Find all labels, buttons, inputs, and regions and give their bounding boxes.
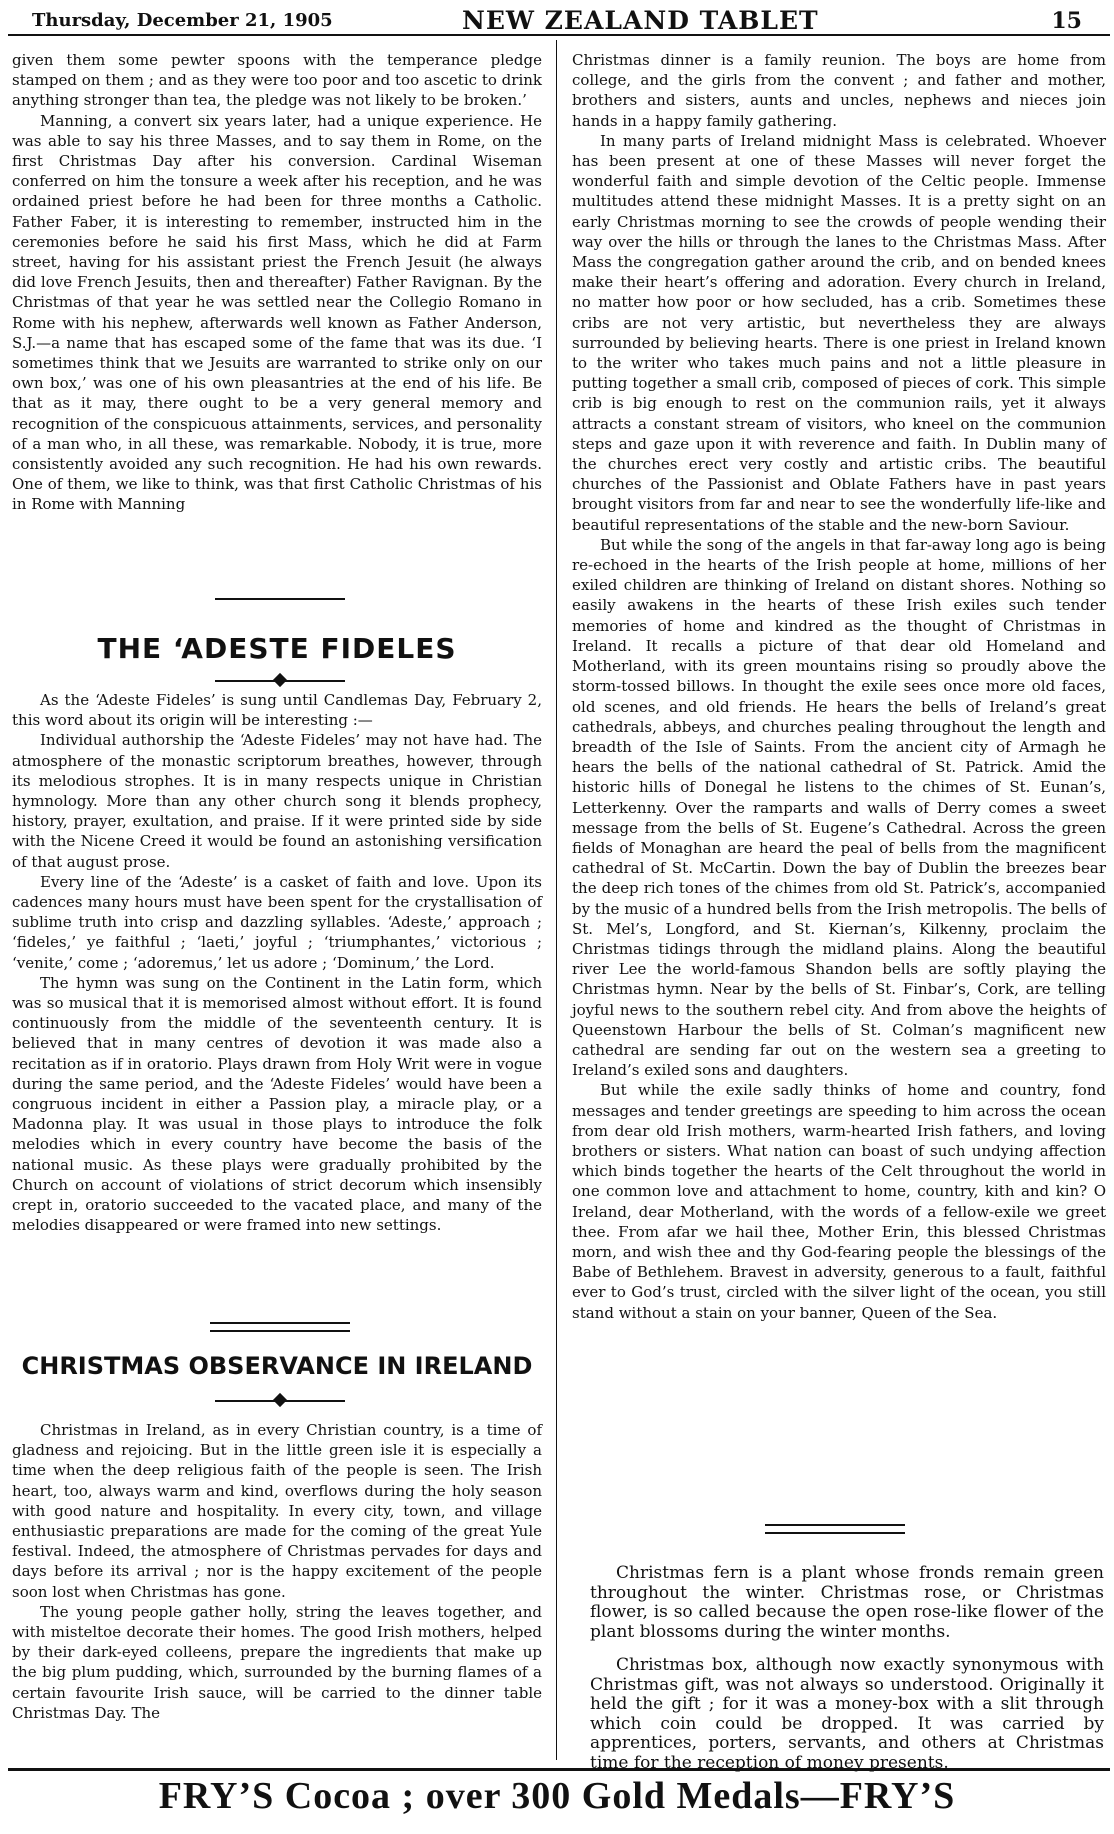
issue-date: Thursday, December 21, 1905 xyxy=(32,10,333,31)
article-paragraph: As the ‘Adeste Fideles’ is sung until Candlemas Day, February 2, this word about its origin will be interesting :— xyxy=(12,691,542,730)
article-paragraph: Christmas in Ireland, as in every Christian country, is a time of gladness and rejoicing. But in the little green isle it is especially a time when the deep religious faith of the people is seen. The Irish heart, too, always warm and kind, overflows during the holy season with good nature and hospitality. In every city, town, and village enthusiastic preparations are made for the coming of the great Yule festival. Indeed, the atmosphere of Christmas pervades for days and days before its arrival ; nor is the happy excitement of the people soon lost when Christmas has gone. xyxy=(12,1421,542,1601)
article-paragraph: Every line of the ‘Adeste’ is a casket of faith and love. Upon its cadences many hours must have been spent for the crystallisation of sublime truth into crisp and dazzling syllables. ‘Adeste,’ approach ; ‘fideles,’ ye faithful ; ‘laeti,’ joyful ; ‘triumphantes,’ victorious ; ‘venite,’ come ; ‘adoremus,’ let us adore ; ‘Dominum,’ the Lord. xyxy=(12,872,542,972)
heading-ornament xyxy=(215,676,345,686)
article-paragraph: The hymn was sung on the Continent in the Latin form, which was so musical that it is memorised almost without effort. It is found continuously from the middle of the seventeenth century. It is believed that in many centres of devotion it was made also a recitation as if in oratorio. Plays drawn from Holy Writ were in vogue during the same period, and the ‘Adeste Fideles’ would have been a congruous incident in either a Passion play, a miracle play, or a Madonna play. It was usual in those plays to introduce the folk melodies which in every country have become the basis of the national music. As these plays were gradually prohibited by the Church on account of violations of strict decorum which insensibly crept in, oratorio succeeded to the vacated place, and many of the melodies disappeared or were framed into new settings. xyxy=(12,973,542,1235)
christmas-notes xyxy=(590,1564,1104,1773)
article-paragraph: The young people gather holly, string the leaves together, and with misteltoe decorate their homes. The good Irish mothers, helped by their dark-eyed colleens, prepare the ingredients that make up the big plum pudding, which, surrounded by the burning flames of a certain favourite Irish sauce, will be carried to the dinner table Christmas Day. The xyxy=(12,1602,542,1722)
newspaper-title: NEW ZEALAND TABLET xyxy=(462,6,819,35)
cocoa-advertisement: FRY’S Cocoa ; over 300 Gold Medals—FRY’S xyxy=(158,1775,956,1817)
section-rule xyxy=(210,1322,350,1332)
article-paragraph: But while the song of the angels in that far-away long ago is being re-echoed in the hearts of the Irish people at home, millions of her exiled children are thinking of Ireland on distant shores. Nothing so easily awakens in the hearts of these Irish exiles such tender memories of home and kindred as the thought of Christmas in Ireland. It recalls a picture of that dear old Homeland and Motherland, with its green mountains rising so proudly above the storm-tossed billows. In thought the exile sees once more old faces, old scenes, and old friends. He hears the bells of Ireland’s great cathedrals, abbeys, and churches pealing throughout the length and breadth of the Isle of Saints. From the ancient city of Armagh he hears the bells of the national cathedral of St. Patrick. Amid the historic hills of Donegal he listens to the chimes of St. Eunan’s, Letterkenny. Over the ramparts and walls of Derry comes a sweet message from the bells of St. Eugene’s Cathedral. Across the green fields of Monaghan are heard the peal of bells from the magnificent cathedral of St. McCartin. Down the bay of Dublin the breezes bear the deep rich tones of the chimes from old St. Patrick’s, accompanied by the music of a hundred bells from the Irish metropolis. The bells of St. Mel’s, Longford, and St. Kiernan’s, Kilkenny, proclaim the Christmas tidings through the midland plains. Along the beautiful river Lee the world-famous Shandon bells are softly playing the Christmas hymn. Near by the bells of St. Finbar’s, Cork, are telling joyful news to the southern rebel city. And from above the heights of Queenstown Harbour the bells of St. Colman’s magnificent new cathedral are sending far out on the western sea a greeting to Ireland’s exiled sons and daughters. xyxy=(572,535,1106,1080)
masthead xyxy=(32,6,1114,36)
christmas-ireland-article-left xyxy=(12,1420,542,1723)
article-continuation xyxy=(12,50,542,515)
heading-ornament xyxy=(215,1396,345,1406)
page-number: 15 xyxy=(1051,8,1082,34)
note-paragraph: Christmas box, although now exactly synonymous with Christmas gift, was not always so understood. Originally it held the gift ; for it was a money-box with a slit through which coin could be dropped. It was carried by apprentices, porters, servants, and others at Christmas time for the reception of money presents. xyxy=(590,1655,1104,1773)
christmas-ireland-heading: CHRISTMAS OBSERVANCE IN IRELAND xyxy=(21,1352,533,1380)
article-paragraph: In many parts of Ireland midnight Mass is celebrated. Whoever has been present at one of these Masses will never forget the wonderful faith and simple devotion of the Celtic people. Immense multitudes attend these midnight Masses. It is a pretty sight on an early Christmas morning to see the crowds of people wending their way over the hills or through the lanes to the Christmas Mass. After Mass the congregation gather around the crib, and on bended knees make their heart’s offering and adoration. Every church in Ireland, no matter how poor or how secluded, has a crib. Sometimes these cribs are not very artistic, but nevertheless they are always surrounded by believing hearts. There is one priest in Ireland known to the writer who takes much pains and not a little pleasure in putting together a small crib, composed of pieces of cork. This simple crib is big enough to rest on the communion rails, yet it always attracts a constant stream of visitors, who kneel on the communion steps and gaze upon it with reverence and faith. In Dublin many of the churches erect very costly and artistic cribs. The beautiful churches of the Passionist and Oblate Fathers have in past years brought visitors from far and near to see the wonderfully life-like and beautiful representations of the stable and the new-born Saviour. xyxy=(572,131,1106,534)
adeste-heading: THE ‘ADESTE FIDELES xyxy=(97,632,457,665)
article-paragraph: given them some pewter spoons with the temperance pledge stamped on them ; and as they were too poor and too ascetic to drink anything stronger than tea, the pledge was not likely to be broken.’ xyxy=(12,51,542,110)
article-paragraph: Individual authorship the ‘Adeste Fideles’ may not have had. The atmosphere of the monastic scriptorum breathes, however, through its melodious strophes. It is in many respects unique in Christian hymnology. More than any other church song it blends prophecy, history, prayer, exultation, and praise. If it were printed side by side with the Nicene Creed it would be found an astonishing versification of that august prose. xyxy=(12,731,542,871)
christmas-ireland-article-right xyxy=(572,50,1106,1323)
article-paragraph: But while the exile sadly thinks of home and country, fond messages and tender greetings are speeding to him across the ocean from dear old Irish mothers, warm-hearted Irish fathers, and loving brothers or sisters. What nation can boast of such undying affection which binds together the hearts of the Celt throughout the world in one common love and attachment to home, country, kith and kin? O Ireland, dear Motherland, with the words of a fellow-exile we greet thee. From afar we hail thee, Mother Erin, this blessed Christmas morn, and wish thee and thy God-fearing people the blessings of the Babe of Bethlehem. Bravest in adversity, generous to a fault, faithful ever to God’s trust, circled with the silver light of the ocean, you still stand without a stain on your banner, Queen of the Sea. xyxy=(572,1081,1106,1322)
section-ornament xyxy=(215,594,345,604)
masthead-rule xyxy=(8,34,1110,36)
column-divider xyxy=(556,40,557,1760)
adeste-article xyxy=(12,690,542,1235)
section-rule xyxy=(765,1524,905,1534)
note-paragraph: Christmas fern is a plant whose fronds remain green throughout the winter. Christmas rose, or Christmas flower, is so called because the open rose-like flower of the plant blossoms during the winter months. xyxy=(590,1563,1104,1642)
footer-rule xyxy=(8,1768,1110,1771)
article-paragraph: Manning, a convert six years later, had a unique experience. He was able to say his three Masses, and to say them in Rome, on the first Christmas Day after his conversion. Cardinal Wiseman conferred on him the tonsure a week after his reception, and he was ordained priest before he had been for three months a Catholic. Father Faber, it is interesting to remember, instructed him in the ceremonies before he said his first Mass, which he did at Farm street, having for his assistant priest the French Jesuit (he always did love French Jesuits, then and thereafter) Father Ravignan. By the Christmas of that year he was settled near the Collegio Romano in Rome with his nephew, afterwards well known as Father Anderson, S.J.—a name that has escaped some of the fame that was its due. ‘I sometimes think that we Jesuits are warranted to strike only on our own box,’ was one of his own pleasantries at the end of his life. Be that as it may, there ought to be a very general memory and recognition of the conspicuous attainments, services, and personality of a man who, in all these, was remarkable. Nobody, it is true, more consistently avoided any such recognition. He had his own rewards. One of them, we like to think, was that first Catholic Christmas of his in Rome with Manning xyxy=(12,111,542,514)
article-paragraph: Christmas dinner is a family reunion. The boys are home from college, and the girls from the convent ; and father and mother, brothers and sisters, aunts and uncles, nephews and nieces join hands in a happy family gathering. xyxy=(572,51,1106,130)
